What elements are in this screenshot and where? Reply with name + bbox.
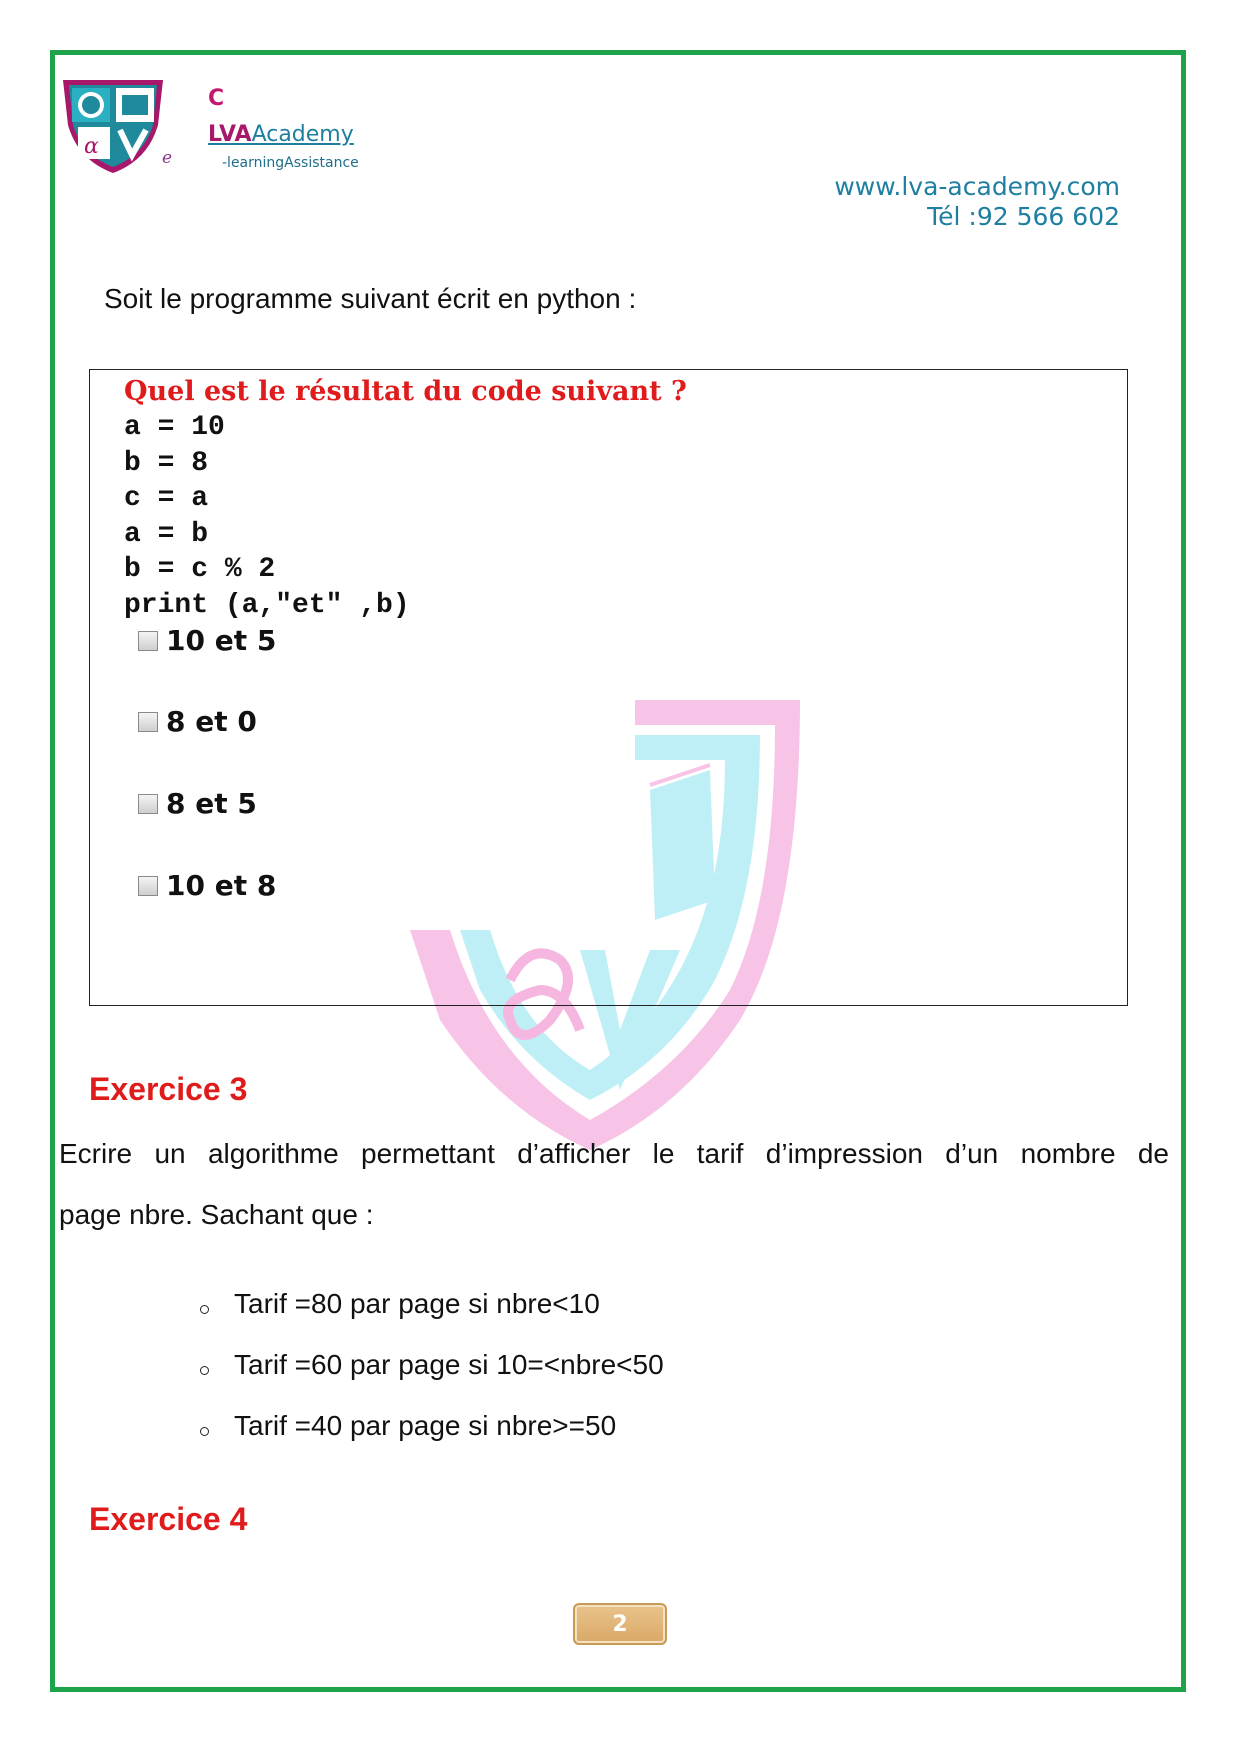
brand-academy: Academy	[251, 122, 354, 147]
exercise-3-text-continued: page nbre. Sachant que :	[59, 1199, 374, 1230]
tariff-item	[200, 1288, 600, 1320]
quiz-question: Quel est le résultat du code suivant ?	[124, 376, 687, 407]
exercise-3-text: Ecrire un algorithme permettant d’afficher le tarif d’impression d’un nombre de	[59, 1138, 1169, 1169]
logo-e-letter: e	[162, 148, 173, 168]
checkbox[interactable]	[138, 712, 158, 732]
brand-initial: C	[208, 86, 225, 111]
exercise-4-title: Exercice 4	[89, 1501, 248, 1537]
phone-number: Tél :92 566 602	[927, 202, 1120, 231]
brand-tagline: -learningAssistance	[222, 155, 359, 171]
checkbox[interactable]	[138, 876, 158, 896]
choice-option[interactable]	[138, 869, 276, 902]
code-block	[124, 410, 410, 623]
quiz-box	[89, 369, 1128, 1006]
page-number: 2	[573, 1603, 667, 1645]
bullet-circle-icon	[200, 1427, 209, 1436]
website-link[interactable]: www.lva-academy.com	[834, 172, 1120, 201]
tariff-text: Tarif =60 par page si 10=<nbre<50	[234, 1349, 664, 1380]
code-line: b = 8	[124, 447, 209, 479]
tariff-text: Tarif =40 par page si nbre>=50	[234, 1410, 617, 1441]
choice-label: 10 et 8	[166, 869, 277, 902]
choice-option[interactable]	[138, 624, 276, 657]
choice-label: 8 et 5	[166, 787, 257, 820]
checkbox[interactable]	[138, 631, 158, 651]
bullet-circle-icon	[200, 1305, 209, 1314]
code-line: print (a,"et" ,b)	[124, 589, 410, 621]
intro-text: Soit le programme suivant écrit en python :	[104, 283, 637, 314]
choice-label: 10 et 5	[166, 624, 277, 657]
checkbox[interactable]	[138, 794, 158, 814]
tariff-text: Tarif =80 par page si nbre<10	[234, 1288, 600, 1319]
tariff-item	[200, 1410, 616, 1442]
choice-option[interactable]	[138, 705, 257, 738]
academy-logo	[58, 75, 168, 175]
bullet-circle-icon	[200, 1366, 209, 1375]
exercise-3-title: Exercice 3	[89, 1071, 248, 1107]
choice-label: 8 et 0	[166, 705, 257, 738]
code-line: b = c % 2	[124, 554, 276, 585]
tariff-item	[200, 1349, 664, 1381]
choice-option[interactable]	[138, 787, 257, 820]
code-line: a = 10	[124, 412, 225, 443]
code-line: a = b	[124, 518, 209, 550]
brand-name[interactable]	[208, 122, 354, 147]
brand-lva: LVA	[208, 122, 252, 147]
code-line: c = a	[124, 483, 209, 514]
svg-text:α: α	[84, 134, 99, 159]
contact-info	[834, 172, 1120, 232]
